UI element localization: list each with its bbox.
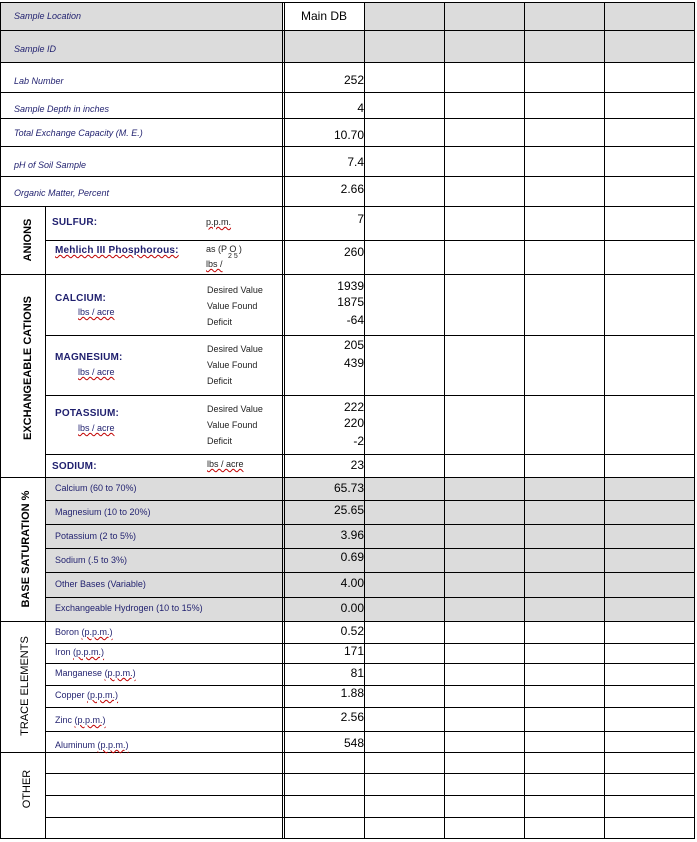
trace-element-unit: (p.p.m.)	[81, 627, 113, 637]
calcium-found-value: 1875	[337, 295, 364, 309]
calcium-found-label: Value Found	[207, 301, 258, 311]
phosphorous-value: 260	[343, 245, 364, 259]
potassium-unit: lbs / acre	[78, 423, 115, 433]
calcium-desired-value: 1939	[337, 279, 364, 293]
ph-label: pH of Soil Sample	[14, 160, 87, 170]
base-saturation-row-label: Potassium (2 to 5%)	[55, 531, 137, 541]
magnesium-found-label: Value Found	[207, 360, 258, 370]
magnesium-desired-label: Desired Value	[207, 344, 263, 354]
exchange-capacity-value: 10.70	[333, 128, 364, 142]
base-saturation-row-label: Calcium (60 to 70%)	[55, 483, 137, 493]
exchange-capacity-label: Total Exchange Capacity (M. E.)	[14, 128, 143, 138]
trace-element-row-label	[55, 690, 118, 700]
calcium-desired-label: Desired Value	[207, 285, 263, 295]
trace-element-row-value: 2.56	[340, 710, 364, 724]
base-saturation-row-value: 4.00	[340, 576, 364, 590]
trace-element-name: Zinc	[55, 715, 73, 725]
potassium-desired-value: 222	[343, 400, 364, 414]
trace-element-name: Aluminum	[55, 740, 96, 750]
sodium-value: 23	[350, 458, 364, 472]
trace-element-unit: (p.p.m.)	[74, 715, 106, 725]
potassium-label: POTASSIUM:	[55, 408, 120, 419]
ph-value: 7.4	[347, 155, 364, 169]
anions-section-label: ANIONS	[22, 218, 34, 262]
sample-id-label: Sample ID	[14, 44, 57, 54]
base-saturation-row-label: Exchangeable Hydrogen (10 to 15%)	[55, 603, 203, 613]
sample-location-label: Sample Location	[14, 11, 82, 21]
calcium-label: CALCIUM:	[55, 293, 107, 304]
trace-element-row-value: 171	[343, 644, 364, 658]
sample-location-extra-shade	[365, 2, 695, 30]
magnesium-desired-value: 205	[343, 338, 364, 352]
magnesium-unit: lbs / acre	[78, 367, 115, 377]
trace-element-name: Iron	[55, 647, 71, 657]
base-saturation-row-label: Sodium (.5 to 3%)	[55, 555, 128, 565]
base-saturation-row-value: 0.00	[340, 601, 364, 615]
base-saturation-row-value: 0.69	[340, 550, 364, 564]
trace-element-name: Boron	[55, 627, 80, 637]
sodium-unit: lbs / acre	[207, 459, 244, 469]
trace-element-name: Copper	[55, 690, 85, 700]
organic-matter-label: Organic Matter, Percent	[14, 188, 110, 198]
trace-elements-section-label: TRACE ELEMENTS	[19, 636, 31, 736]
trace-element-row-value: 81	[350, 666, 364, 680]
base-saturation-row-value: 3.96	[340, 528, 364, 542]
base-saturation-row-label: Magnesium (10 to 20%)	[55, 507, 151, 517]
sample-id-row-shade	[1, 31, 695, 62]
trace-element-row-label	[55, 715, 106, 725]
base-saturation-row-value: 65.73	[333, 481, 364, 495]
phosphorous-unit-line1: as (P O )	[206, 244, 242, 254]
potassium-found-label: Value Found	[207, 420, 258, 430]
trace-element-unit: (p.p.m.)	[87, 690, 119, 700]
magnesium-found-value: 439	[343, 356, 364, 370]
trace-element-row-value: 548	[343, 736, 364, 750]
exchangeable-cations-section-label: EXCHANGEABLE CATIONS	[22, 295, 34, 441]
calcium-deficit-label: Deficit	[207, 317, 233, 327]
base-saturation-section-label: BASE SATURATION %	[20, 490, 32, 608]
sulfur-label: SULFUR:	[52, 217, 98, 228]
trace-element-row-label	[55, 627, 113, 637]
column-header-main-db: Main DB	[301, 9, 348, 23]
phosphorous-unit-line2: lbs /	[206, 259, 223, 269]
trace-element-unit: (p.p.m.)	[73, 647, 105, 657]
trace-element-row-label	[55, 740, 129, 750]
trace-element-unit: (p.p.m.)	[97, 740, 129, 750]
calcium-deficit-value: -64	[346, 313, 364, 327]
base-saturation-row-label: Other Bases (Variable)	[55, 579, 146, 589]
other-section-label: OTHER	[21, 769, 33, 809]
magnesium-deficit-label: Deficit	[207, 376, 233, 386]
trace-element-name: Manganese	[55, 668, 103, 678]
trace-element-row-value: 1.88	[340, 686, 364, 700]
phosphorous-label	[55, 245, 179, 256]
magnesium-label: MAGNESIUM:	[55, 352, 123, 363]
trace-element-unit: (p.p.m.)	[104, 668, 136, 678]
calcium-unit: lbs / acre	[78, 307, 115, 317]
trace-element-row-label	[55, 647, 104, 657]
potassium-deficit-value: -2	[353, 434, 364, 448]
sodium-label: SODIUM:	[52, 461, 97, 472]
sulfur-unit: p.p.m.	[206, 217, 232, 227]
potassium-found-value: 220	[343, 416, 364, 430]
lab-number-value: 252	[343, 73, 364, 87]
phosphorous-unit-subscript: 2 5	[228, 253, 238, 260]
organic-matter-value: 2.66	[340, 182, 364, 196]
sulfur-value: 7	[357, 212, 364, 226]
sample-depth-value: 4	[357, 101, 364, 115]
potassium-desired-label: Desired Value	[207, 404, 263, 414]
trace-element-row-label	[55, 668, 136, 678]
phosphorous-label-text: Mehlich III Phosphorous:	[55, 245, 179, 256]
lab-number-label: Lab Number	[14, 76, 64, 86]
potassium-deficit-label: Deficit	[207, 436, 233, 446]
trace-element-row-value: 0.52	[340, 624, 364, 638]
sample-depth-label: Sample Depth in inches	[14, 104, 110, 114]
base-saturation-row-value: 25.65	[333, 503, 364, 517]
